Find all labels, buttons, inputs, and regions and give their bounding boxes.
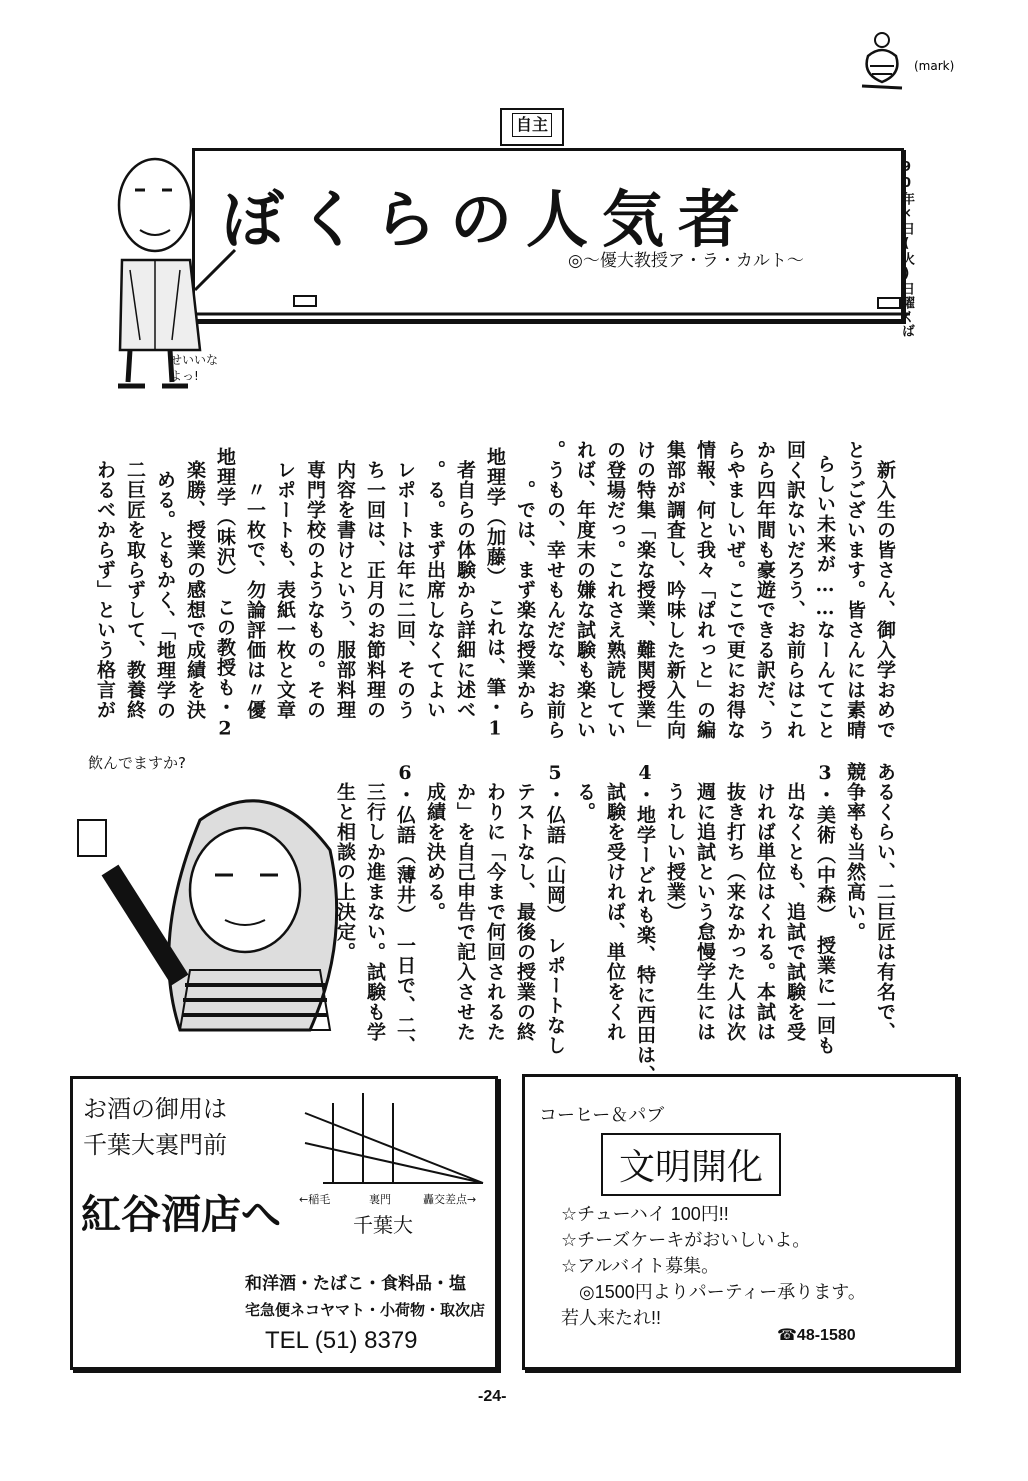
map-caption: 千葉大 <box>353 1215 413 1237</box>
article-column: める。ともかく、「地理学の <box>154 469 176 740</box>
article-column: 集部が調査し、吟味した新入生向 <box>664 440 686 740</box>
article-column: 一枚で、勿論評価は〃優〃 <box>244 480 266 740</box>
article-lower <box>330 762 900 1085</box>
article-column: らしい未来が……なーんてこと <box>814 454 836 740</box>
article-column: 情報、何と我々「ぱれっと」の編 <box>694 440 716 740</box>
article-column: 二巨匠を取らずして、教養終 <box>124 460 146 740</box>
article-column: わりに「今まで何回されるた <box>484 762 506 1042</box>
ad-cafe-item: ☆チューハイ 100円!! <box>561 1204 729 1224</box>
article-column: 生と相談の上決定。 <box>334 762 356 962</box>
article-column: ち一回は、正月のお節料理の <box>364 460 386 740</box>
article-column: から四年間も豪遊できる訳だ、う <box>754 440 776 740</box>
article-column: 1・地理学（加藤） これは、筆 <box>484 446 506 740</box>
mascot-illustration <box>852 26 972 96</box>
article-column: では、まず楽な授業から。 <box>514 480 536 740</box>
subtitle: ◎～優大教授ア・ラ・カルト～ <box>568 251 804 271</box>
ad-sake-goods: 和洋酒・たばこ・食料品・塩 <box>245 1274 466 1293</box>
teacher-speech: せいいな よっ! <box>170 353 219 383</box>
article-column: れば、年度末の嫌な試験も楽とい <box>574 440 596 740</box>
corner-mark: (mark) <box>914 59 955 73</box>
article-column: けの特集「楽な授業、難関授業」 <box>634 440 656 740</box>
ad-cafe <box>522 1074 958 1370</box>
article-column: 試験を受ければ、単位をくれ <box>604 762 626 1042</box>
drinker-speech: 飲んでますか? <box>88 754 186 772</box>
article-column: 抜き打ち（来なかった人は次 <box>724 762 746 1042</box>
article-column: らやましいぜ。ここで更にお得な <box>724 440 746 740</box>
article-column: 2・地理学（味沢） この教授も <box>214 446 236 740</box>
article-column: 出なくとも、追試で試験を受 <box>784 762 806 1042</box>
article-column: 4・地学ーどれも楽、特に西田は、 <box>634 762 656 1085</box>
ad-sake-line1: お酒の御用は <box>83 1096 227 1123</box>
ad-cafe-item: ☆チーズケーキがおいしいよ。 <box>561 1230 811 1250</box>
article-column: 専門学校のようなもの。その <box>304 460 326 740</box>
article-column: あるくらい、二巨匠は有名で、 <box>874 762 896 1042</box>
badge: 自主 <box>500 108 564 146</box>
article-column: 楽勝、授業の感想で成績を決 <box>184 460 206 740</box>
article-column: 新入生の皆さん、御入学おめで <box>874 460 896 740</box>
article-upper <box>90 440 900 740</box>
map-label-gate: 裏門 <box>369 1193 391 1206</box>
article-column: 競争率も当然高い。 <box>844 762 866 942</box>
shop-map <box>293 1083 493 1193</box>
ad-cafe-item: 若人来たれ!! <box>561 1308 662 1328</box>
ad-sake-services: 宅急便ネコヤマト・小荷物・取次店 <box>245 1302 486 1319</box>
byline: 90年×日(火)日曜くば <box>899 160 914 338</box>
article-column: 3・美術（中森） 授業に一回も <box>814 762 836 1056</box>
article-column: の登場だっ。これさえ熟読してい <box>604 440 626 740</box>
article-column: 週に追試という怠慢学生には <box>694 762 716 1042</box>
map-label-left: ←稲毛 <box>299 1193 331 1206</box>
ad-cafe-name: 文明開化 <box>601 1133 781 1196</box>
article-column: 内容を書けという、服部料理 <box>334 460 356 740</box>
article-column: 者自らの体験から詳細に述べ <box>454 460 476 740</box>
page-number: -24- <box>478 1388 507 1405</box>
article-column: 6・仏語（薄井） 一日で、二、 <box>394 762 416 1056</box>
article-column: わるべからず」という格言が <box>94 460 116 740</box>
ad-cafe-item: ◎1500円よりパーティー承ります。 <box>561 1282 866 1302</box>
article-column: 三行しか進まない。試験も学 <box>364 762 386 1042</box>
ad-cafe-tagline: コーヒー＆パブ <box>539 1105 665 1125</box>
shop-name: 紅谷酒店へ <box>81 1191 281 1238</box>
ad-sake-line2: 千葉大裏門前 <box>83 1132 227 1159</box>
board-ledge <box>190 292 910 322</box>
ad-cafe-tel: ☎48-1580 <box>777 1327 856 1344</box>
article-column: うれしい授業） <box>664 762 686 922</box>
article-column: レポートは年に二回、そのう <box>394 460 416 740</box>
article-column: とうございます。皆さんには素晴 <box>844 440 866 740</box>
article-column: ければ単位はくれる。本試は <box>754 762 776 1042</box>
article-column: 5・仏語（山岡） レポートなし <box>544 762 566 1056</box>
ad-sake <box>70 1076 498 1370</box>
ad-cafe-items <box>561 1201 866 1331</box>
article-column: か」を自己申告で記入させた <box>454 762 476 1042</box>
article-column: 回く訳ないだろう、お前らはこれ <box>784 440 806 740</box>
article-column: うもの、幸せもんだな、お前ら。 <box>544 440 566 740</box>
article-column: テストなし、最後の授業の終 <box>514 762 536 1042</box>
article-column: る。まず出席しなくてよい。 <box>424 460 446 740</box>
map-label-right: 轟交差点→ <box>423 1193 477 1206</box>
article-column: 成績を決める。 <box>424 762 446 922</box>
page-title: ぼくらの人気者 <box>222 183 755 256</box>
ad-sake-tel: TEL (51) 8379 <box>265 1327 418 1354</box>
article-column: る。 <box>574 762 596 822</box>
article-column: レポートも、表紙一枚と文章 <box>274 460 296 740</box>
ad-cafe-item: ☆アルバイト募集。 <box>561 1256 720 1276</box>
drinker-illustration <box>70 780 350 1040</box>
